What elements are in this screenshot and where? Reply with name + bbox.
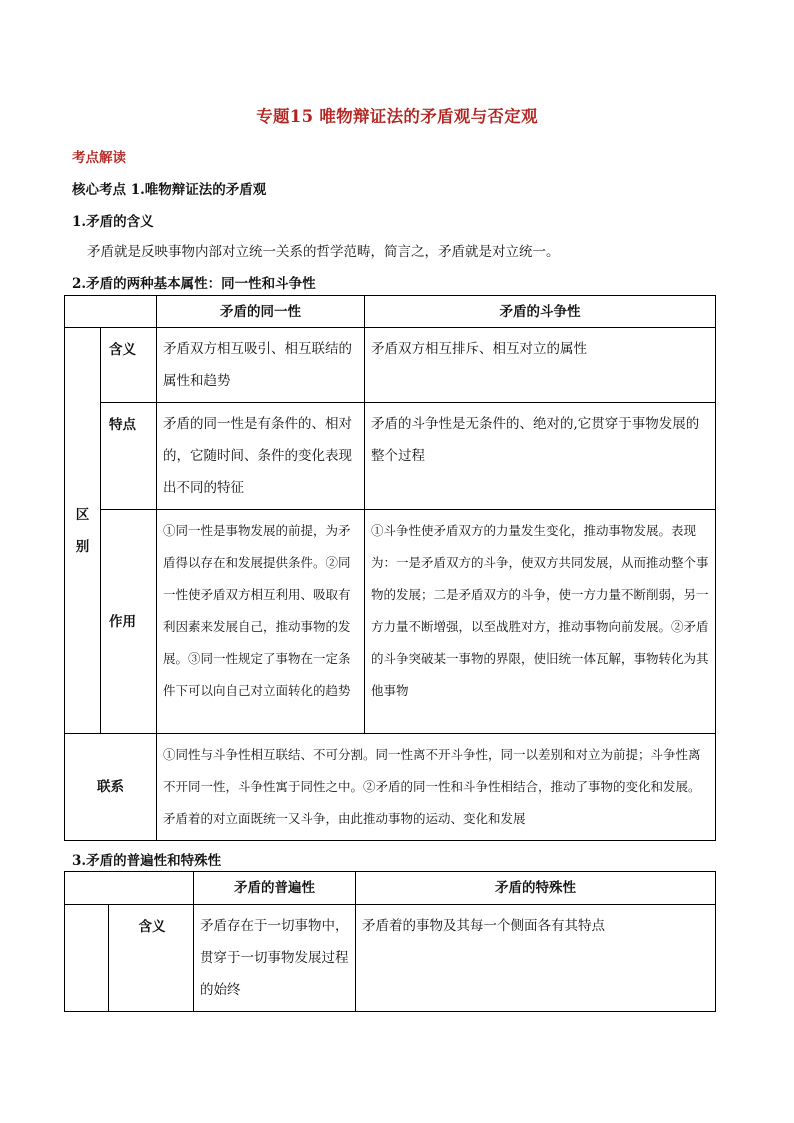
identity-feature-cell: 矛盾的同一性是有条件的、相对的，它随时间、条件的变化表现出不同的特征 — [157, 403, 365, 510]
page-title: 专题15 唯物辩证法的矛盾观与否定观 — [256, 107, 538, 126]
table2-group-cell — [65, 905, 109, 1012]
heading-universality-particularity: 3.矛盾的普遍性和特殊性 — [72, 853, 222, 869]
table2-row-label-meaning: 含义 — [109, 905, 194, 1012]
identity-effect-cell: ①同一性是事物发展的前提，为矛盾得以存在和发展提供条件。②同一性使矛盾双方相互利用、吸取有利因素来发展自己，推动事物的发展。③同一性规定了事物在一定条件下可以向自己对立面转化的趋势 — [157, 510, 365, 734]
row-label-effect: 作用 — [101, 510, 157, 734]
column-header-identity: 矛盾的同一性 — [157, 296, 365, 328]
particularity-meaning-cell: 矛盾着的事物及其每一个侧面各有其特点 — [356, 905, 716, 1012]
column-header-particularity: 矛盾的特殊性 — [356, 872, 716, 905]
row-label-relation: 联系 — [65, 734, 157, 841]
definition-paragraph: 矛盾就是反映事物内部对立统一关系的哲学范畴，简言之，矛盾就是对立统一。 — [87, 244, 560, 260]
section-label: 考点解读 — [72, 150, 126, 166]
core-point-heading: 核心考点 1.唯物辩证法的矛盾观 — [72, 182, 267, 198]
heading-contradiction-meaning: 1.矛盾的含义 — [72, 214, 154, 230]
relation-cell: ①同性与斗争性相互联结、不可分割。同一性离不开斗争性，同一以差别和对立为前提；斗争性离不开同一性，斗争性寓于同性之中。②矛盾的同一性和斗争性相结合，推动了事物的变化和发展。矛盾着的对立面既统一又斗争，由此推动事物的运动、变化和发展 — [157, 734, 716, 841]
universality-meaning-cell: 矛盾存在于一切事物中，贯穿于一切事物发展过程的始终 — [194, 905, 356, 1012]
table-corner-cell — [65, 296, 157, 328]
row-label-feature: 特点 — [101, 403, 157, 510]
table2-corner-cell — [65, 872, 194, 905]
group-label-char-2: 别 — [75, 538, 90, 555]
heading-two-attributes: 2.矛盾的两种基本属性：同一性和斗争性 — [72, 276, 316, 292]
struggle-meaning-cell: 矛盾双方相互排斥、相互对立的属性 — [365, 328, 716, 403]
identity-meaning-cell: 矛盾双方相互吸引、相互联结的属性和趋势 — [157, 328, 365, 403]
group-label-difference — [65, 328, 101, 734]
row-label-meaning: 含义 — [101, 328, 157, 403]
column-header-universality: 矛盾的普遍性 — [194, 872, 356, 905]
column-header-struggle: 矛盾的斗争性 — [365, 296, 716, 328]
universality-particularity-table — [64, 871, 716, 1012]
group-label-char-1: 区 — [75, 506, 90, 523]
struggle-effect-cell: ①斗争性使矛盾双方的力量发生变化，推动事物发展。表现为：一是矛盾双方的斗争，使双方共同发展，从而推动整个事物的发展；二是矛盾双方的斗争，使一方力量不断削弱，另一方力量不断增强，以至战胜对方，推动事物向前发展。②矛盾的斗争突破某一事物的界限，使旧统一体瓦解，事物转化为其他事物 — [365, 510, 716, 734]
struggle-feature-cell: 矛盾的斗争性是无条件的、绝对的,它贯穿于事物发展的整个过程 — [365, 403, 716, 510]
identity-struggle-table — [64, 295, 716, 841]
